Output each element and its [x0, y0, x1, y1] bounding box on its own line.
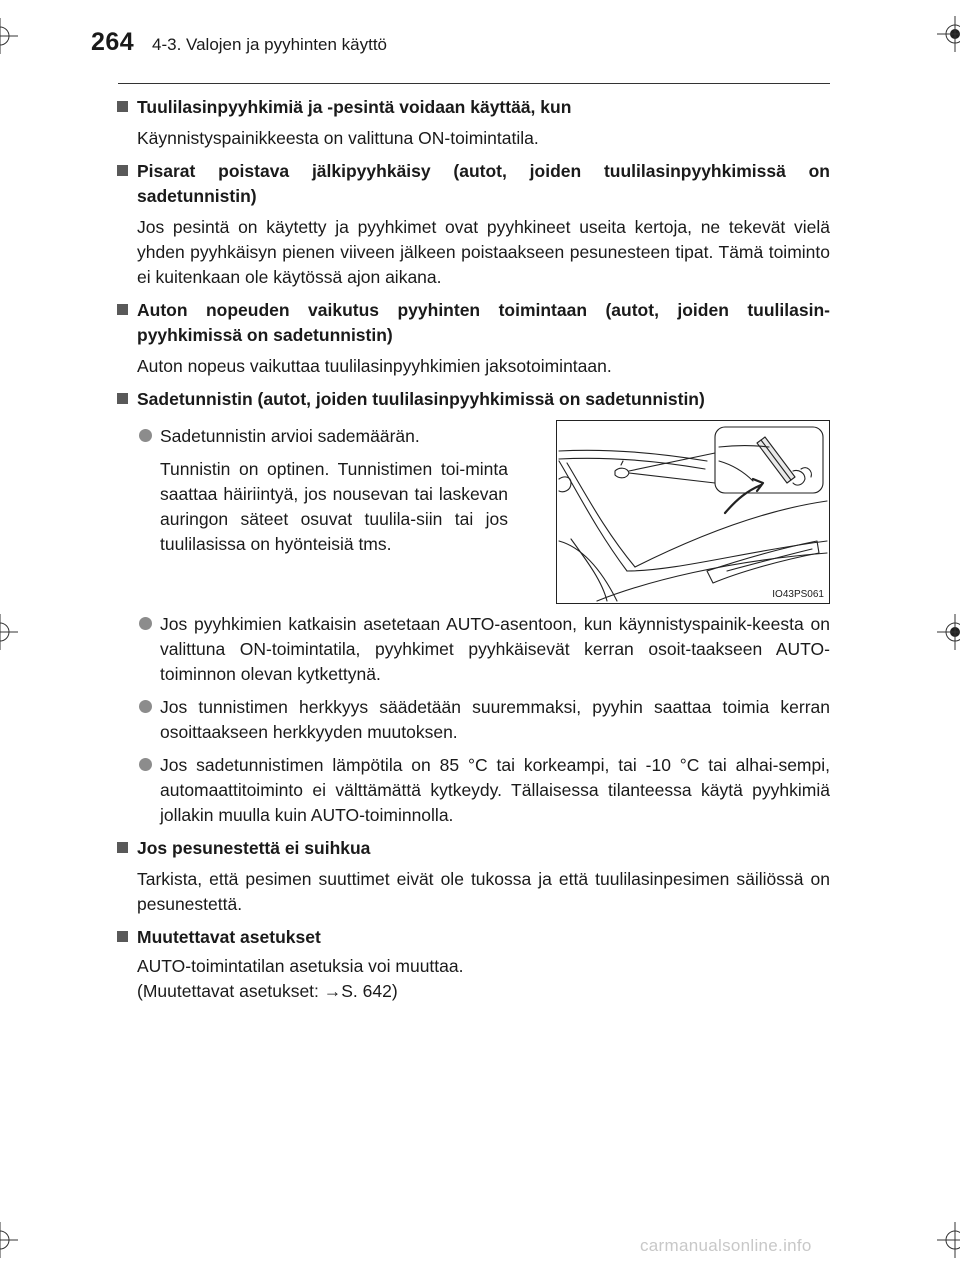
sensor-text-and-figure	[116, 412, 830, 604]
section-paragraph: AUTO-toimintatilan asetuksia voi muuttaa.	[137, 956, 464, 976]
rain-sensor-illustration	[556, 420, 830, 604]
list-item	[116, 424, 508, 449]
list-item-text: Jos sadetunnistimen lämpötila on 85 °C tai korkeampi, tai -10 °C tai alhai-sempi, automaattitoiminto ei välttämättä kytkeydy. Tällaisessa tilanteessa käytä pyyhkimiä jollakin muulla kuin AUTO-toiminnolla.	[160, 755, 830, 825]
section-paragraph: Auton nopeus vaikuttaa tuulilasinpyyhkimien jaksotoimintaan.	[137, 356, 612, 376]
square-bullet-icon	[117, 304, 128, 315]
list-item-text: Jos tunnistimen herkkyys säädetään suuremmaksi, pyyhin saattaa toimia kerran osoittaakseen herkkyyden muutoksen.	[160, 697, 830, 742]
round-bullet-icon	[139, 758, 152, 771]
section-heading-text: Jos pesunestettä ei suihkua	[137, 838, 371, 858]
registration-mark-icon	[937, 16, 960, 52]
section-heading	[116, 925, 830, 950]
section-customization	[116, 925, 830, 1004]
section-heading-text: Auton nopeuden vaikutus pyyhinten toimintaan (autot, joiden tuulilasin-pyyhkimissä on sadetunnistin)	[137, 300, 830, 345]
section-vehicle-speed	[116, 298, 830, 379]
section-paragraph: Tarkista, että pesimen suuttimet eivät ole tukossa ja että tuulilasinpesimen säiliössä on pesunestettä.	[137, 869, 830, 914]
square-bullet-icon	[117, 842, 128, 853]
car-windshield-drawing	[557, 421, 829, 603]
round-bullet-icon	[139, 617, 152, 630]
section-heading	[116, 159, 830, 209]
section-paragraph: Jos pesintä on käytetty ja pyyhkimet ovat pyyhkineet useita kertoja, ne tekevät vielä yhden pyyhkäisyn pienen viiveen jälkeen poistaakseen pesunesteen tipat. Tämä toiminto ei kuitenkaan ole käytössä ajon aikana.	[137, 217, 830, 287]
section-heading-text: Pisarat poistava jälkipyyhkäisy (autot, joiden tuulilasinpyyhkimissä on sadetunnistin)	[137, 161, 830, 206]
section-heading	[116, 298, 830, 348]
section-washer-fluid	[116, 836, 830, 917]
section-wiper-availability	[116, 95, 830, 151]
square-bullet-icon	[117, 931, 128, 942]
section-heading-text: Sadetunnistin (autot, joiden tuulilasinpyyhkimissä on sadetunnistin)	[137, 389, 705, 409]
page-number: 264	[91, 28, 135, 56]
section-paragraph: Käynnistyspainikkeesta on valittuna ON-toimintatila.	[137, 128, 539, 148]
section-heading-text: Tuulilasinpyyhkimiä ja -pesintä voidaan käyttää, kun	[137, 97, 572, 117]
section-heading-text: Muutettavat asetukset	[137, 927, 321, 947]
list-item-text: Jos pyyhkimien katkaisin asetetaan AUTO-asentoon, kun käynnistyspainik-keesta on valittuna ON-toimintatila, pyyhkimet pyyhkäisevät kerran osoit-taakseen AUTO-toiminnon olevan kytkettynä.	[160, 614, 830, 684]
registration-mark-icon	[0, 614, 18, 650]
chapter-title: 4-3. Valojen ja pyyhinten käyttö	[152, 35, 387, 54]
sensor-text-column	[116, 412, 508, 604]
registration-mark-icon	[0, 1222, 18, 1258]
round-bullet-icon	[139, 429, 152, 442]
registration-mark-icon	[937, 614, 960, 650]
round-bullet-icon	[139, 700, 152, 713]
square-bullet-icon	[117, 101, 128, 112]
square-bullet-icon	[117, 165, 128, 176]
section-rain-sensor	[116, 387, 830, 828]
list-item	[116, 695, 830, 745]
list-item-detail: Tunnistin on optinen. Tunnistimen toi-minta saattaa häiriintyä, jos nousevan tai laskevan auringon säteet osuvat tuulila-siin tai jos tuulilasissa on hyönteisiä tms.	[160, 459, 508, 554]
registration-mark-icon	[0, 18, 18, 54]
header-divider	[118, 83, 830, 84]
section-heading	[116, 387, 830, 412]
section-drip-wipe	[116, 159, 830, 290]
cross-reference: (Muutettavat asetukset: →S. 642)	[137, 981, 398, 1001]
list-item	[116, 612, 830, 687]
list-item	[116, 753, 830, 828]
registration-mark-icon	[937, 1222, 960, 1258]
section-heading	[116, 836, 830, 861]
square-bullet-icon	[117, 393, 128, 404]
figure-code: IO43PS061	[772, 589, 824, 600]
list-item-text: Sadetunnistin arvioi sademäärän.	[160, 426, 420, 446]
section-heading	[116, 95, 830, 120]
watermark: carmanualsonline.info	[640, 1236, 812, 1255]
page-content	[116, 95, 830, 1012]
